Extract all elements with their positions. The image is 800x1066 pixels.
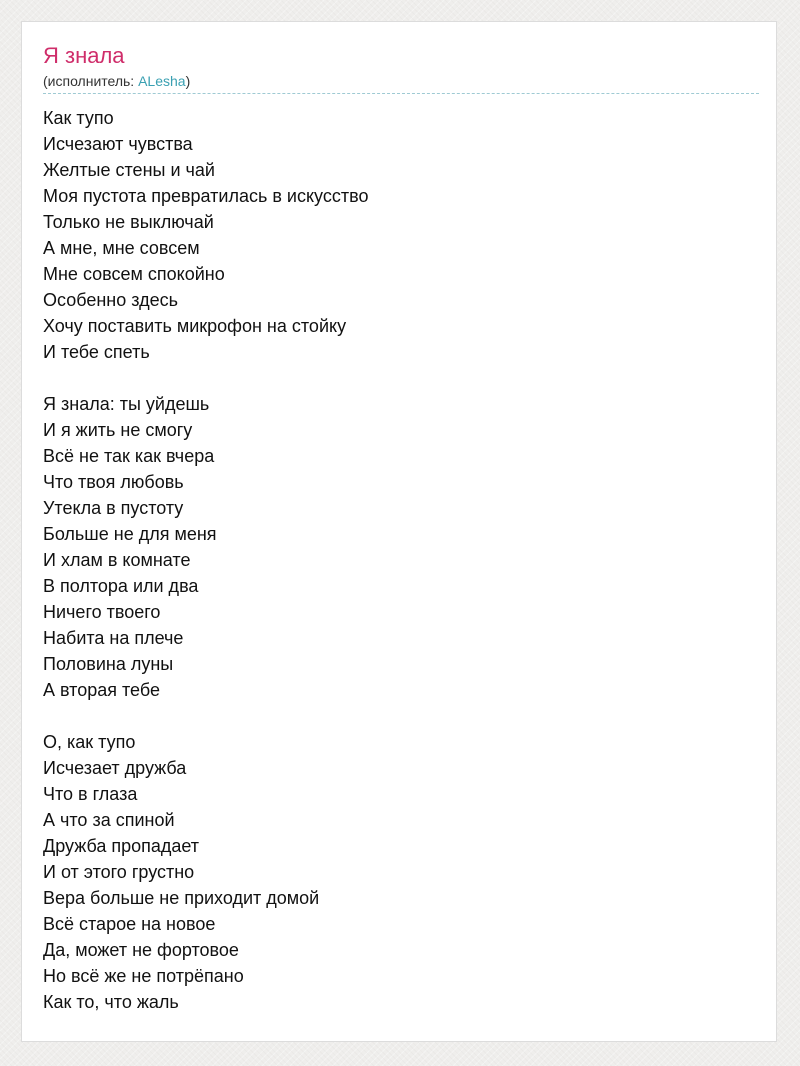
lyric-line: Хочу поставить микрофон на стойку — [43, 316, 347, 336]
lyric-line: А вторая тебе — [43, 680, 160, 700]
lyric-line: Как тупо — [43, 108, 114, 128]
lyric-line: Исчезают чувства — [43, 134, 193, 154]
lyric-line: Особенно здесь — [43, 290, 178, 310]
lyric-line: Только не выключай — [43, 212, 214, 232]
lyric-line: И хлам в комнате — [43, 550, 191, 570]
verse-2 — [43, 391, 759, 703]
lyric-line: Исчезает дружба — [43, 758, 187, 778]
lyric-line: Набита на плече — [43, 628, 184, 648]
song-header — [43, 42, 759, 90]
lyric-line: Вера больше не приходит домой — [43, 888, 320, 908]
lyric-line: Мне совсем спокойно — [43, 264, 225, 284]
lyric-line: Как то, что жаль — [43, 992, 179, 1012]
song-title: Я знала — [43, 43, 125, 68]
lyrics-card — [21, 21, 777, 1042]
lyric-line: И тебе спеть — [43, 342, 150, 362]
verse-gap — [43, 703, 759, 729]
lyric-line: Но всё же не потрёпано — [43, 966, 244, 986]
lyric-line: Моя пустота превратилась в искусство — [43, 186, 369, 206]
lyric-line: А что за спиной — [43, 810, 175, 830]
performer-prefix: (исполнитель: — [43, 73, 139, 89]
lyric-line: Да, может не фортовое — [43, 940, 239, 960]
lyric-line: Что твоя любовь — [43, 472, 184, 492]
lyric-line: Всё не так как вчера — [43, 446, 215, 466]
artist-link[interactable]: ALesha — [138, 73, 186, 89]
verse-1 — [43, 105, 759, 365]
verse-gap — [43, 365, 759, 391]
lyric-line: Я знала: ты уйдешь — [43, 394, 210, 414]
performer-suffix: ) — [185, 73, 191, 89]
lyrics-text — [43, 105, 759, 1015]
lyric-line: Что в глаза — [43, 784, 138, 804]
lyric-line: Дружба пропадает — [43, 836, 200, 856]
lyric-line: Желтые стены и чай — [43, 160, 215, 180]
lyric-line: И от этого грустно — [43, 862, 195, 882]
lyric-line: Ничего твоего — [43, 602, 161, 622]
lyric-line: Утекла в пустоту — [43, 498, 184, 518]
lyric-line: А мне, мне совсем — [43, 238, 200, 258]
lyric-line: Больше не для меня — [43, 524, 217, 544]
lyric-line: И я жить не смогу — [43, 420, 193, 440]
lyric-line: В полтора или два — [43, 576, 199, 596]
lyric-line: Всё старое на новое — [43, 914, 216, 934]
lyric-line: Половина луны — [43, 654, 174, 674]
lyric-line: О, как тупо — [43, 732, 136, 752]
verse-3 — [43, 729, 759, 1015]
performer-line — [43, 72, 759, 90]
header-divider — [43, 93, 759, 94]
